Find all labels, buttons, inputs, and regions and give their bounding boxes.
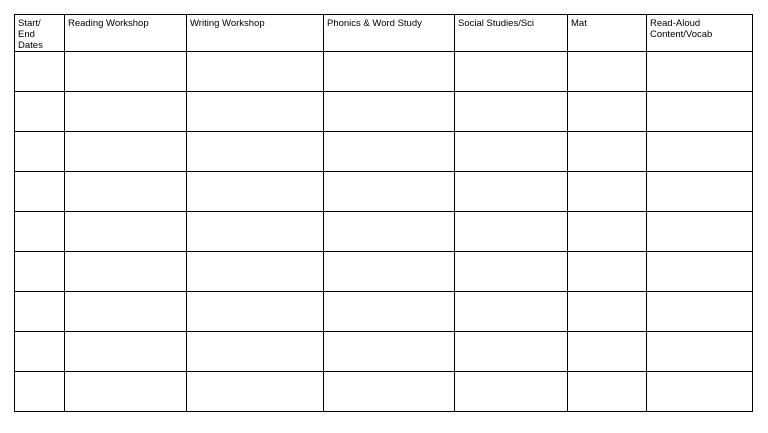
read-aloud-cell[interactable] [647, 292, 753, 332]
header-phonics-word-study: Phonics & Word Study [324, 15, 455, 52]
writing-cell[interactable] [187, 52, 324, 92]
math-cell[interactable] [568, 372, 647, 412]
social-studies-cell[interactable] [455, 292, 568, 332]
math-cell[interactable] [568, 332, 647, 372]
writing-cell[interactable] [187, 292, 324, 332]
writing-cell[interactable] [187, 132, 324, 172]
header-dates-line1: Start/ [18, 18, 41, 29]
writing-cell[interactable] [187, 332, 324, 372]
phonics-cell[interactable] [324, 172, 455, 212]
table-row [15, 172, 753, 212]
read-aloud-cell[interactable] [647, 132, 753, 172]
social-studies-cell[interactable] [455, 252, 568, 292]
writing-cell[interactable] [187, 92, 324, 132]
table-row [15, 52, 753, 92]
table-row [15, 292, 753, 332]
read-aloud-cell[interactable] [647, 92, 753, 132]
read-aloud-cell[interactable] [647, 372, 753, 412]
dates-cell[interactable] [15, 252, 65, 292]
math-cell[interactable] [568, 92, 647, 132]
header-reading-workshop: Reading Workshop [65, 15, 187, 52]
reading-cell[interactable] [65, 332, 187, 372]
header-start-end-dates [15, 15, 65, 52]
math-cell[interactable] [568, 132, 647, 172]
reading-cell[interactable] [65, 252, 187, 292]
dates-cell[interactable] [15, 372, 65, 412]
dates-cell[interactable] [15, 92, 65, 132]
read-aloud-cell[interactable] [647, 212, 753, 252]
social-studies-cell[interactable] [455, 212, 568, 252]
math-cell[interactable] [568, 212, 647, 252]
reading-cell[interactable] [65, 172, 187, 212]
dates-cell[interactable] [15, 332, 65, 372]
curriculum-planner-table [14, 14, 753, 412]
reading-cell[interactable] [65, 372, 187, 412]
header-row [15, 15, 753, 52]
writing-cell[interactable] [187, 372, 324, 412]
table-row [15, 372, 753, 412]
header-writing-workshop: Writing Workshop [187, 15, 324, 52]
read-aloud-cell[interactable] [647, 172, 753, 212]
social-studies-cell[interactable] [455, 52, 568, 92]
read-aloud-cell[interactable] [647, 252, 753, 292]
math-cell[interactable] [568, 252, 647, 292]
table-row [15, 332, 753, 372]
social-studies-cell[interactable] [455, 132, 568, 172]
phonics-cell[interactable] [324, 252, 455, 292]
dates-cell[interactable] [15, 52, 65, 92]
header-read-aloud-vocab [647, 15, 753, 52]
header-dates-line2: End Dates [18, 29, 43, 51]
phonics-cell[interactable] [324, 372, 455, 412]
phonics-cell[interactable] [324, 92, 455, 132]
read-aloud-cell[interactable] [647, 52, 753, 92]
dates-cell[interactable] [15, 212, 65, 252]
social-studies-cell[interactable] [455, 172, 568, 212]
writing-cell[interactable] [187, 212, 324, 252]
table-row [15, 212, 753, 252]
planner-body [15, 52, 753, 412]
reading-cell[interactable] [65, 212, 187, 252]
header-read-aloud-line1: Read-Aloud [650, 18, 701, 29]
reading-cell[interactable] [65, 132, 187, 172]
table-row [15, 92, 753, 132]
math-cell[interactable] [568, 172, 647, 212]
read-aloud-cell[interactable] [647, 332, 753, 372]
social-studies-cell[interactable] [455, 332, 568, 372]
table-row [15, 252, 753, 292]
table-row [15, 132, 753, 172]
phonics-cell[interactable] [324, 292, 455, 332]
writing-cell[interactable] [187, 172, 324, 212]
social-studies-cell[interactable] [455, 372, 568, 412]
phonics-cell[interactable] [324, 332, 455, 372]
dates-cell[interactable] [15, 172, 65, 212]
header-read-aloud-line2: Content/Vocab [650, 29, 713, 40]
phonics-cell[interactable] [324, 212, 455, 252]
phonics-cell[interactable] [324, 52, 455, 92]
social-studies-cell[interactable] [455, 92, 568, 132]
reading-cell[interactable] [65, 292, 187, 332]
header-social-studies-sci: Social Studies/Sci [455, 15, 568, 52]
phonics-cell[interactable] [324, 132, 455, 172]
reading-cell[interactable] [65, 92, 187, 132]
math-cell[interactable] [568, 292, 647, 332]
reading-cell[interactable] [65, 52, 187, 92]
writing-cell[interactable] [187, 252, 324, 292]
math-cell[interactable] [568, 52, 647, 92]
dates-cell[interactable] [15, 292, 65, 332]
dates-cell[interactable] [15, 132, 65, 172]
header-math: Mat [568, 15, 647, 52]
